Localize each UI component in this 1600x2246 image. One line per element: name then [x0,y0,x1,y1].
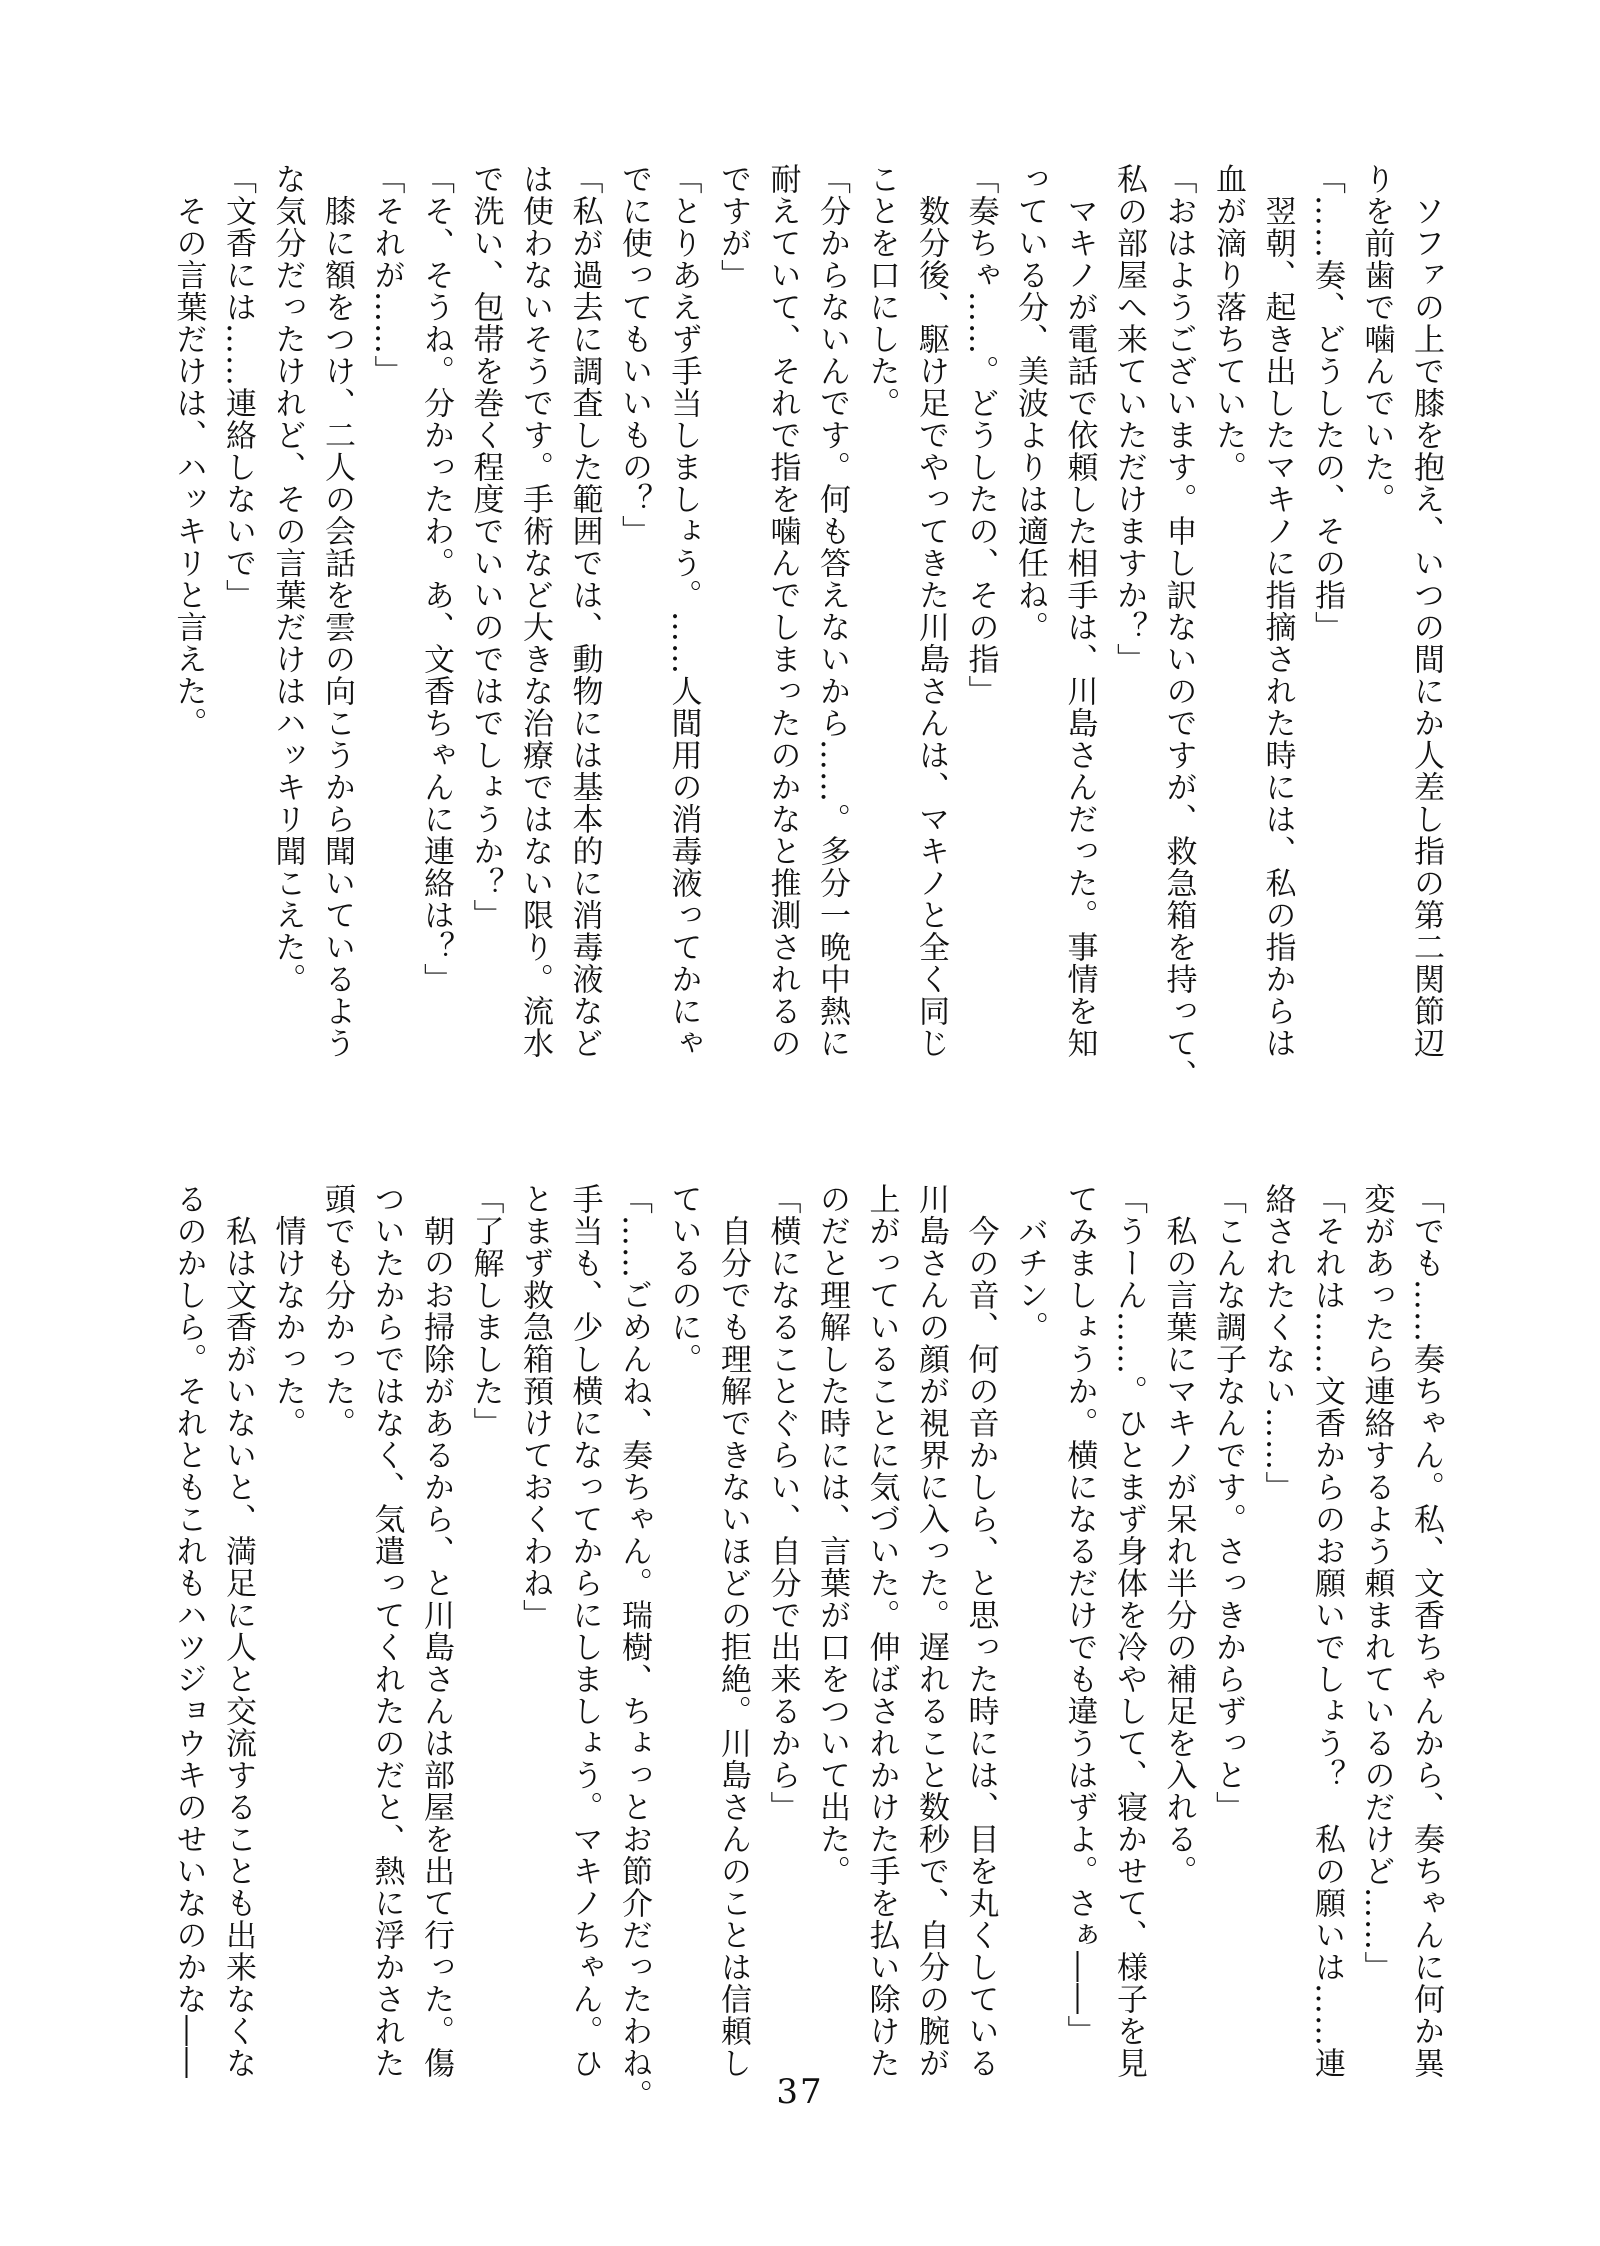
text-line: は使わないそうです。手術など大きな治療ではない限り。流水 [517,163,553,1059]
text-line: ことを口にした。 [863,163,900,419]
text-line: 私は文香がいないと、満足に人と交流することも出来なくな [220,1183,256,2079]
text-line: 数分後、駆け足でやってきた川島さんは、マキノと全く同じ [913,163,949,1059]
text-line: 「こんな調子なんです。さっきからずっと」 [1210,1183,1246,1823]
text-line: 私の言葉にマキノが呆れ半分の補足を入れる。 [1160,1183,1197,1887]
text-line: 私の部屋へ来ていただけますか？」 [1111,163,1147,675]
text-line: 自分でも理解できないほどの拒絶。川島さんのことは信頼し [715,1183,751,2079]
text-line: 「文香には……連絡しないで」 [220,163,256,611]
text-line: ているのに。 [665,1183,702,1375]
text-line: 「それは……文香からのお願いでしょう？ 私の願いは……連 [1309,1183,1345,2079]
text-line: 「うーん……。ひとまず身体を冷やして、寝かせて、様子を見 [1111,1183,1147,2079]
text-line: 「おはようございます。申し訳ないのですが、救急箱を持って、 [1160,163,1197,1091]
text-line: 「了解しました」 [467,1183,504,1439]
text-line: 頭でも分かった。 [319,1183,355,1439]
text-line: のだと理解した時には、言葉が口をついて出た。 [814,1183,850,1887]
text-line: でに使ってもいいもの？」 [616,163,652,547]
text-line: 血が滴り落ちていた。 [1210,163,1246,483]
text-line: 膝に額をつけ、二人の会話を雲の向こうから聞いているよう [319,163,355,1059]
text-line: 今の音、何の音かしら、と思った時には、目を丸くしている [962,1183,999,2079]
text-line: とまず救急箱預けておくわね」 [517,1183,553,1631]
text-line: な気分だったけれど、その言葉だけはハッキリ聞こえた。 [269,163,306,995]
text-block-top [163,163,1450,1153]
text-line: 川島さんの顔が視界に入った。遅れること数秒で、自分の腕が [913,1183,949,2079]
text-line: 「それが……」 [368,163,405,387]
text-line: で洗い、包帯を巻く程度でいいのではでしょうか？」 [467,163,504,931]
text-line: りを前歯で噛んでいた。 [1358,163,1395,515]
text-line: てみましょうか。横になるだけでも違うはずよ。さぁ――」 [1061,1183,1098,2047]
text-line: 「とりあえず手当しましょう。……人間用の消毒液ってかにゃ [665,163,702,1059]
text-line: 情けなかった。 [269,1183,306,1439]
text-line: 「横になることぐらい、自分で出来るから」 [764,1183,801,1823]
text-line: 「……奏、どうしたの、その指」 [1309,163,1345,643]
text-line: ついたからではなく、気遣ってくれたのだと、熱に浮かされた [368,1183,405,2079]
text-line: 変があったら連絡するよう頼まれているのだけど……」 [1358,1183,1395,1983]
text-line: その言葉だけは、ハッキリと言えた。 [170,163,207,739]
text-line: 「そ、そうね。分かったわ。あ、文香ちゃんに連絡は？」 [418,163,454,995]
text-line: 絡されたくない……」 [1259,1183,1296,1503]
text-block-bottom [163,1183,1450,2173]
text-line: 手当も、少し横になってからにしましょう。マキノちゃん。ひ [566,1183,603,2079]
text-line: 「……ごめんね、奏ちゃん。瑞樹、ちょっとお節介だったわね。 [616,1183,652,2111]
text-line: るのかしら。それともこれもハツジョウキのせいなのかな―― [170,1183,207,2079]
text-line: 「私が過去に調査した範囲では、動物には基本的に消毒液など [566,163,603,1059]
text-line: 朝のお掃除があるから、と川島さんは部屋を出て行った。傷 [418,1183,454,2079]
text-line: 「でも……奏ちゃん。私、文香ちゃんから、奏ちゃんに何か異 [1408,1183,1444,2079]
page-number: 37 [776,2072,824,2112]
text-line: 「分からないんです。何も答えないから……。多分一晩中熱に [814,163,850,1059]
text-line: バチン。 [1012,1183,1048,1343]
text-line: ですが」 [715,163,751,291]
text-line: 耐えていて、それで指を噛んでしまったのかなと推測されるの [764,163,801,1059]
text-line: 「奏ちゃ……。どうしたの、その指」 [962,163,999,707]
text-line: っている分、美波よりは適任ね。 [1012,163,1048,643]
text-line: 翌朝、起き出したマキノに指摘された時には、私の指からは [1259,163,1296,1059]
text-line: ソファの上で膝を抱え、いつの間にか人差し指の第二関節辺 [1408,163,1444,1059]
text-line: マキノが電話で依頼した相手は、川島さんだった。事情を知 [1061,163,1098,1059]
text-line: 上がっていることに気づいた。伸ばされかけた手を払い除けた [863,1183,900,2079]
